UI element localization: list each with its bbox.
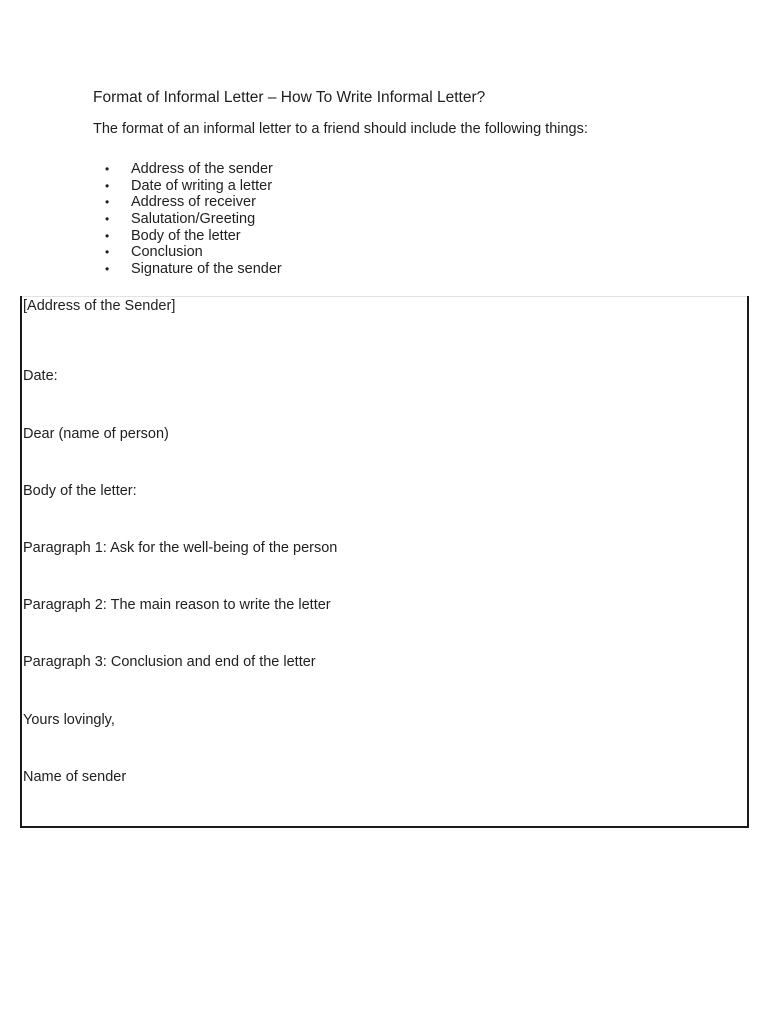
list-item bbox=[105, 161, 282, 178]
list-item bbox=[105, 261, 282, 278]
signature-line: Name of sender bbox=[23, 769, 127, 785]
list-item-label: Signature of the sender bbox=[131, 261, 282, 278]
salutation-line: Dear (name of person) bbox=[23, 426, 169, 442]
list-item-label: Salutation/Greeting bbox=[131, 211, 256, 228]
paragraph-1-line: Paragraph 1: Ask for the well-being of the person bbox=[23, 540, 338, 556]
list-item bbox=[105, 228, 282, 245]
list-item-label: Date of writing a letter bbox=[131, 177, 273, 194]
bullet-icon: • bbox=[105, 178, 110, 193]
page-title: Format of Informal Letter – How To Write Informal Letter? bbox=[93, 89, 486, 106]
date-line: Date: bbox=[23, 368, 58, 384]
closing-line: Yours lovingly, bbox=[23, 712, 115, 728]
letter-template-box bbox=[20, 296, 749, 828]
list-item-label: Conclusion bbox=[131, 244, 203, 261]
list-item bbox=[105, 244, 282, 261]
bullet-icon: • bbox=[105, 212, 110, 227]
intro-paragraph: The format of an informal letter to a friend should include the following things: bbox=[93, 121, 588, 137]
bullet-icon: • bbox=[105, 245, 110, 260]
list-item-label: Address of the sender bbox=[131, 161, 273, 177]
bullet-icon: • bbox=[105, 228, 110, 243]
bullet-icon: • bbox=[105, 195, 110, 210]
list-item bbox=[105, 211, 282, 228]
bullet-icon: • bbox=[105, 162, 110, 176]
list-item-label: Address of receiver bbox=[131, 194, 256, 211]
list-item bbox=[105, 194, 282, 211]
bullet-icon: • bbox=[105, 262, 110, 277]
body-heading-line: Body of the letter: bbox=[23, 483, 137, 499]
list-item-label: Body of the letter bbox=[131, 227, 241, 244]
paragraph-3-line: Paragraph 3: Conclusion and end of the letter bbox=[23, 654, 316, 670]
list-item bbox=[105, 178, 282, 195]
sender-address-line: [Address of the Sender] bbox=[23, 298, 176, 314]
paragraph-2-line: Paragraph 2: The main reason to write the letter bbox=[23, 597, 331, 613]
format-items-list bbox=[105, 161, 282, 278]
